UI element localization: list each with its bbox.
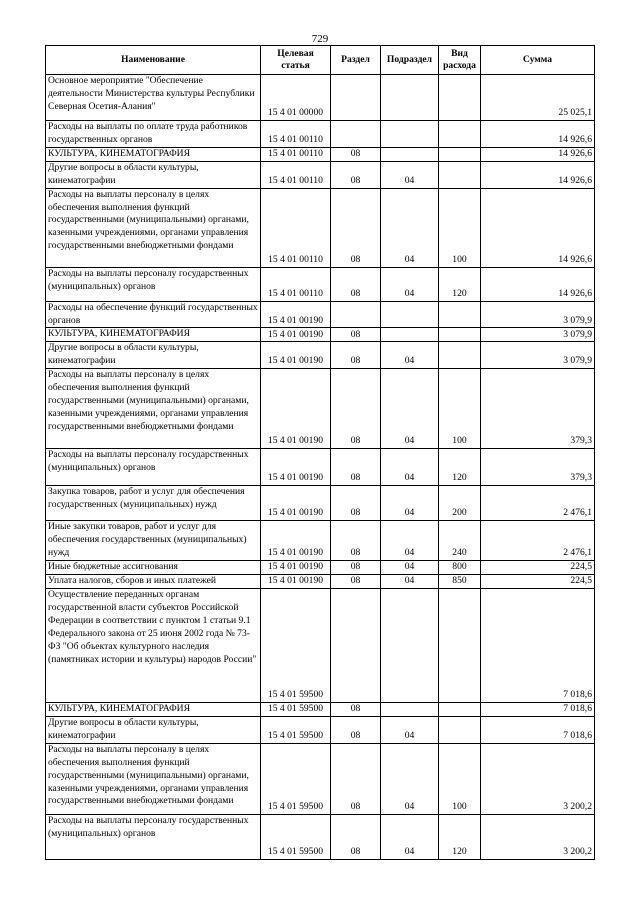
row-type xyxy=(439,161,481,188)
row-subsection xyxy=(381,147,439,161)
row-type xyxy=(439,702,481,716)
row-name: Расходы на обеспечение функций государственных органов xyxy=(46,301,261,328)
row-code: 15 4 01 00190 xyxy=(261,521,331,561)
row-section: 08 xyxy=(331,147,381,161)
row-code: 15 4 01 00110 xyxy=(261,121,331,148)
row-section: 08 xyxy=(331,161,381,188)
header-amount: Сумма xyxy=(481,46,595,75)
row-subsection: 04 xyxy=(381,449,439,486)
row-code: 15 4 01 59500 xyxy=(261,743,331,814)
row-section: 08 xyxy=(331,188,381,267)
row-name: Осуществление переданных органам государственной власти субъектов Российской Федерации в соответствии с пунктом 1 статьи 9.1 Федерального закона от 25 июня 2002 года № 73-ФЗ "Об объектах культурного наследия (памятниках истории и культуры) народов России" xyxy=(46,588,261,702)
row-amount: 3 200,2 xyxy=(481,814,595,859)
table-row xyxy=(46,147,595,161)
row-type xyxy=(439,147,481,161)
table-row xyxy=(46,75,595,121)
row-subsection: 04 xyxy=(381,486,439,521)
table-row xyxy=(46,814,595,859)
row-section: 08 xyxy=(331,369,381,449)
row-name: КУЛЬТУРА, КИНЕМАТОГРАФИЯ xyxy=(46,328,261,342)
row-type: 240 xyxy=(439,521,481,561)
budget-table xyxy=(45,45,595,860)
row-amount: 224,5 xyxy=(481,574,595,588)
row-subsection: 04 xyxy=(381,560,439,574)
row-code: 15 4 01 00000 xyxy=(261,75,331,121)
row-name: Расходы на выплаты персоналу в целях обеспечения выполнения функций государственными (муниципальными) органами, казенными учреждениями, органами управления государственными внебюджетными фондами xyxy=(46,188,261,267)
row-type: 120 xyxy=(439,449,481,486)
row-code: 15 4 01 59500 xyxy=(261,702,331,716)
row-code: 15 4 01 00190 xyxy=(261,328,331,342)
row-name: Уплата налогов, сборов и иных платежей xyxy=(46,574,261,588)
table-row xyxy=(46,716,595,743)
row-amount: 224,5 xyxy=(481,560,595,574)
row-type: 120 xyxy=(439,267,481,301)
table-row xyxy=(46,342,595,369)
row-section: 08 xyxy=(331,743,381,814)
row-type: 120 xyxy=(439,814,481,859)
row-name: Основное мероприятие "Обеспечение деятельности Министерства культуры Республики Северная Осетия-Алания" xyxy=(46,75,261,121)
row-name: Расходы на выплаты персоналу в целях обеспечения выполнения функций государственными (муниципальными) органами, казенными учреждениями, органами управления государственными внебюджетными фондами xyxy=(46,369,261,449)
row-type xyxy=(439,75,481,121)
row-type xyxy=(439,588,481,702)
row-section: 08 xyxy=(331,486,381,521)
row-section xyxy=(331,121,381,148)
row-subsection: 04 xyxy=(381,716,439,743)
row-amount: 3 079,9 xyxy=(481,342,595,369)
table-row xyxy=(46,267,595,301)
row-amount: 7 018,6 xyxy=(481,588,595,702)
row-name: Иные бюджетные ассигнования xyxy=(46,560,261,574)
row-amount: 7 018,6 xyxy=(481,702,595,716)
row-subsection: 04 xyxy=(381,267,439,301)
row-name: Закупка товаров, работ и услуг для обеспечения государственных (муниципальных) нужд xyxy=(46,486,261,521)
row-type xyxy=(439,716,481,743)
row-code: 15 4 01 00190 xyxy=(261,369,331,449)
table-row xyxy=(46,121,595,148)
row-type xyxy=(439,328,481,342)
row-type: 850 xyxy=(439,574,481,588)
row-amount: 2 476,1 xyxy=(481,521,595,561)
table-row xyxy=(46,486,595,521)
row-name: КУЛЬТУРА, КИНЕМАТОГРАФИЯ xyxy=(46,147,261,161)
row-amount: 2 476,1 xyxy=(481,486,595,521)
row-subsection: 04 xyxy=(381,574,439,588)
row-subsection xyxy=(381,328,439,342)
row-subsection: 04 xyxy=(381,342,439,369)
row-name: Другие вопросы в области культуры, кинематографии xyxy=(46,716,261,743)
header-subsection: Подраздел xyxy=(381,46,439,75)
table-row xyxy=(46,743,595,814)
row-section: 08 xyxy=(331,449,381,486)
table-row xyxy=(46,521,595,561)
row-section: 08 xyxy=(331,716,381,743)
table-row xyxy=(46,161,595,188)
row-amount: 3 200,2 xyxy=(481,743,595,814)
row-section xyxy=(331,301,381,328)
row-code: 15 4 01 00190 xyxy=(261,560,331,574)
row-type xyxy=(439,121,481,148)
row-code: 15 4 01 00110 xyxy=(261,147,331,161)
table-row xyxy=(46,449,595,486)
row-subsection xyxy=(381,588,439,702)
table-row xyxy=(46,188,595,267)
row-subsection: 04 xyxy=(381,369,439,449)
row-section: 08 xyxy=(331,267,381,301)
row-subsection: 04 xyxy=(381,743,439,814)
row-section: 08 xyxy=(331,702,381,716)
row-name: Расходы на выплаты персоналу государственных (муниципальных) органов xyxy=(46,267,261,301)
row-subsection xyxy=(381,121,439,148)
row-section: 08 xyxy=(331,328,381,342)
row-name: Расходы на выплаты персоналу государственных (муниципальных) органов xyxy=(46,449,261,486)
row-section: 08 xyxy=(331,560,381,574)
row-amount: 14 926,6 xyxy=(481,121,595,148)
header-type: Вид расхода xyxy=(439,46,481,75)
row-subsection xyxy=(381,301,439,328)
header-name: Наименование xyxy=(46,46,261,75)
row-amount: 25 025,1 xyxy=(481,75,595,121)
row-code: 15 4 01 59500 xyxy=(261,716,331,743)
row-subsection: 04 xyxy=(381,521,439,561)
row-code: 15 4 01 00110 xyxy=(261,188,331,267)
row-code: 15 4 01 00190 xyxy=(261,301,331,328)
row-type xyxy=(439,342,481,369)
row-code: 15 4 01 00190 xyxy=(261,574,331,588)
row-amount: 379,3 xyxy=(481,449,595,486)
row-code: 15 4 01 00190 xyxy=(261,486,331,521)
table-row xyxy=(46,301,595,328)
row-type: 100 xyxy=(439,743,481,814)
row-section: 08 xyxy=(331,521,381,561)
row-code: 15 4 01 00190 xyxy=(261,342,331,369)
header-section: Раздел xyxy=(331,46,381,75)
table-header-row xyxy=(46,46,595,75)
row-code: 15 4 01 59500 xyxy=(261,588,331,702)
row-subsection: 04 xyxy=(381,161,439,188)
row-type: 100 xyxy=(439,188,481,267)
row-section xyxy=(331,588,381,702)
row-name: Расходы на выплаты по оплате труда работников государственных органов xyxy=(46,121,261,148)
row-name: Расходы на выплаты персоналу в целях обеспечения выполнения функций государственными (муниципальными) органами, казенными учреждениями, органами управления государственными внебюджетными фондами xyxy=(46,743,261,814)
row-section xyxy=(331,75,381,121)
row-amount: 14 926,6 xyxy=(481,147,595,161)
row-amount: 379,3 xyxy=(481,369,595,449)
header-code: Целевая статья xyxy=(261,46,331,75)
row-amount: 7 018,6 xyxy=(481,716,595,743)
page-number: 729 xyxy=(311,33,329,45)
row-subsection xyxy=(381,75,439,121)
row-section: 08 xyxy=(331,814,381,859)
row-code: 15 4 01 00190 xyxy=(261,449,331,486)
row-amount: 14 926,6 xyxy=(481,188,595,267)
table-row xyxy=(46,588,595,702)
row-type: 200 xyxy=(439,486,481,521)
table-row xyxy=(46,560,595,574)
row-type: 100 xyxy=(439,369,481,449)
row-name: Расходы на выплаты персоналу государственных (муниципальных) органов xyxy=(46,814,261,859)
row-amount: 14 926,6 xyxy=(481,161,595,188)
row-amount: 3 079,9 xyxy=(481,301,595,328)
row-section: 08 xyxy=(331,342,381,369)
row-type xyxy=(439,301,481,328)
table-row xyxy=(46,328,595,342)
row-name: Другие вопросы в области культуры, кинематографии xyxy=(46,161,261,188)
table-row xyxy=(46,574,595,588)
row-subsection xyxy=(381,702,439,716)
table-row xyxy=(46,702,595,716)
row-name: КУЛЬТУРА, КИНЕМАТОГРАФИЯ xyxy=(46,702,261,716)
row-section: 08 xyxy=(331,574,381,588)
row-code: 15 4 01 59500 xyxy=(261,814,331,859)
row-code: 15 4 01 00110 xyxy=(261,267,331,301)
row-amount: 3 079,9 xyxy=(481,328,595,342)
row-code: 15 4 01 00110 xyxy=(261,161,331,188)
row-name: Другие вопросы в области культуры, кинематографии xyxy=(46,342,261,369)
table-row xyxy=(46,369,595,449)
row-amount: 14 926,6 xyxy=(481,267,595,301)
row-subsection: 04 xyxy=(381,814,439,859)
row-type: 800 xyxy=(439,560,481,574)
row-name: Иные закупки товаров, работ и услуг для обеспечения государственных (муниципальных) нужд xyxy=(46,521,261,561)
row-subsection: 04 xyxy=(381,188,439,267)
